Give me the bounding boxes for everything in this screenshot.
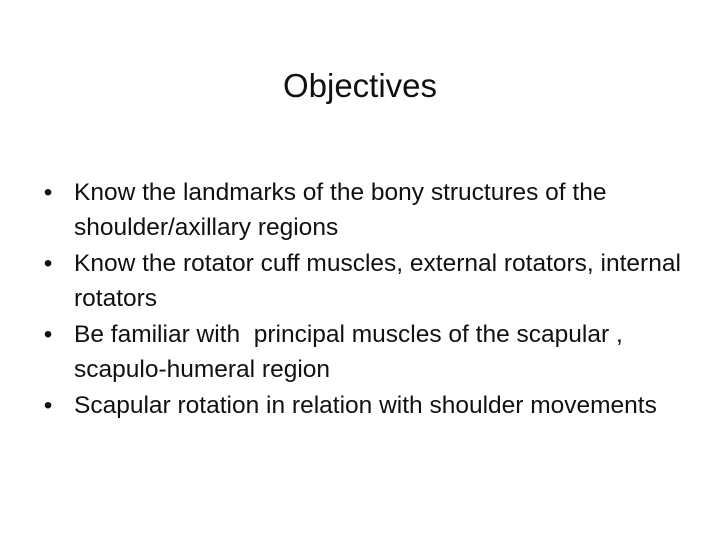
list-item [36, 389, 686, 424]
list-item [36, 318, 686, 387]
list-item [36, 247, 686, 316]
bullet-icon: • [43, 321, 53, 348]
list-item [36, 176, 686, 245]
bullet-text: Scapular rotation in relation with shoulder movements [74, 392, 657, 419]
bullet-text: Know the landmarks of the bony structures of the shoulder/axillary regions [74, 179, 607, 241]
bullet-icon: • [43, 250, 53, 277]
bullet-icon: • [43, 392, 53, 419]
slide-title: Objectives [282, 67, 438, 104]
bullet-text: Know the rotator cuff muscles, external rotators, internal rotators [74, 250, 681, 312]
bullet-icon: • [43, 179, 53, 206]
bullet-text: Be familiar with principal muscles of the scapular , scapulo-humeral region [74, 321, 630, 383]
objectives-list [36, 176, 686, 426]
